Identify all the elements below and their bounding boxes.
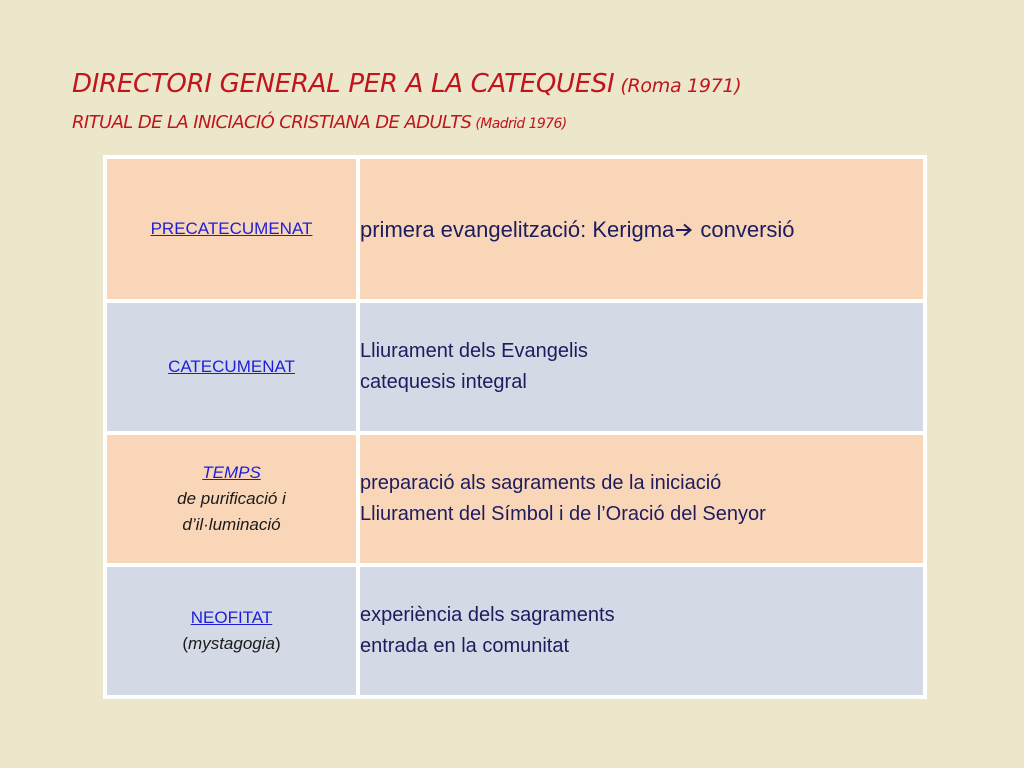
description-cell	[358, 565, 925, 697]
stages-table	[103, 155, 927, 699]
subtitle-note: (Madrid 1976)	[475, 116, 567, 132]
subtitle-text: RITUAL DE LA INICIACIÓ CRISTIANA DE ADULTS	[72, 112, 472, 133]
description-line: Lliurament dels Evangelis	[360, 340, 588, 362]
description-text-end: conversió	[694, 216, 795, 242]
description-text: primera evangelització: Kerigma	[360, 216, 675, 242]
slide-subtitle	[72, 108, 972, 139]
description-line: preparació als sagraments de la iniciació	[360, 472, 722, 494]
table-row	[105, 433, 925, 565]
description-line: entrada en la comunitat	[360, 635, 570, 657]
stage-cell	[105, 433, 358, 565]
stage-cell	[105, 565, 358, 697]
right-arrow-icon	[675, 214, 693, 245]
slide-title	[72, 66, 972, 104]
stage-cell	[105, 301, 358, 433]
table-row	[105, 301, 925, 433]
stage-subtitle: d’il·luminació	[182, 515, 281, 534]
description-cell	[358, 157, 925, 301]
title-note: (Roma 1971)	[620, 75, 742, 97]
title-block	[72, 66, 972, 139]
neofitat-link[interactable]: NEOFITAT	[190, 608, 273, 627]
catecumenat-link[interactable]: CATECUMENAT	[168, 357, 295, 376]
stage-cell	[105, 157, 358, 301]
description-cell	[358, 301, 925, 433]
stage-subtitle: de purificació i	[177, 489, 286, 508]
description-line: experiència dels sagraments	[360, 604, 615, 626]
precatecumenat-link[interactable]: PRECATECUMENAT	[150, 219, 313, 238]
table-row	[105, 565, 925, 697]
description-line: Lliurament del Símbol i de l’Oració del Senyor	[360, 503, 766, 525]
description-cell	[358, 433, 925, 565]
temps-link[interactable]: TEMPS	[202, 463, 261, 482]
title-text: DIRECTORI GENERAL PER A LA CATEQUESI	[72, 69, 615, 99]
stage-subtitle: (mystagogia)	[182, 634, 281, 653]
description-line: catequesis integral	[360, 371, 527, 393]
table-row	[105, 157, 925, 301]
